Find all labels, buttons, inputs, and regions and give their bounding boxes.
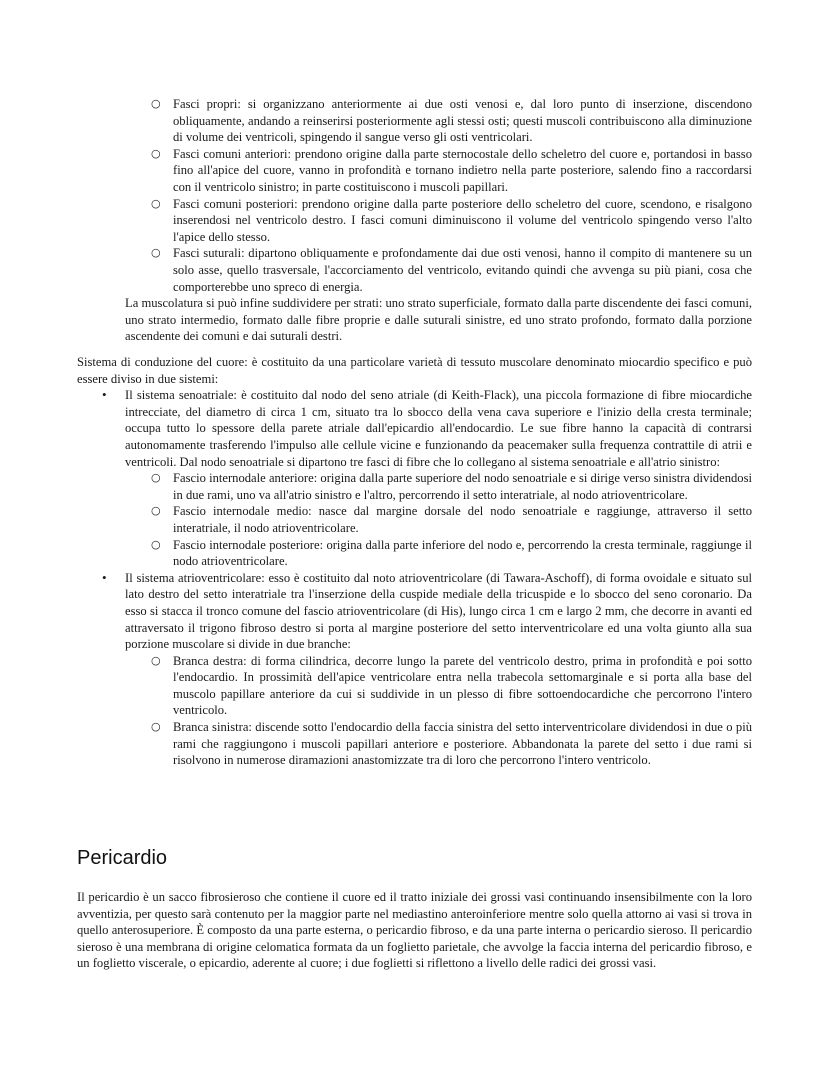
conduction-section — [0, 354, 828, 769]
list-item-sa: • Il sistema senoatriale: è costituito dal nodo del seno atriale (di Keith-Flack), una piccola formazione di fibre miocardiche intrecciate, del diametro di circa 1 cm, situato tra lo sbocco della vena cava superiore e l'inizio della cresta terminale; occupa tutto lo spessore della parete atriale dall'epicardio all'endocardio. Le sue fibre hanno la capacità di contrarsi autonomamente trasferendo l'impulso alle cellule vicine e funzionando da peacemaker sulla frequenza contrattile di atrii e ventricoli. Dal nodo senoatriale si dipartono tre fasci di fibre che lo collegano al sistema senoatriale e all'atrio sinistro: ○ Fascio internodale anteriore: origina dalla parte superiore del nodo senoatriale e si dirige verso sinistra dividendosi in due rami, uno va all'atrio sinistro e l'altro, percorrendo il setto interatriale, al nodo atrioventricolare. ○ Fascio internodale medio: nasce dal margine dorsale del nodo senoatriale e raggiunge, attraverso il setto interatriale, il nodo atrioventricolare. ○ Fascio internodale posteriore: origina dalla parte inferiore del nodo e, percorrendo la cresta terminale, raggiunge il nodo atrioventricolare. — [102, 387, 752, 569]
circle-bullet-icon: ○ — [151, 720, 161, 734]
circle-bullet-icon: ○ — [151, 97, 161, 110]
list-item-av: • Il sistema atrioventricolare: esso è costituito dal noto atrioventricolare (di Tawara-Aschoff), di forma ovoidale e situato sul lato destro del setto interatriale tra l'inserzione della cuspide mediale della tricuspide e lo sbocco del seno coronario. Da esso si stacca il tronco comune del fascio atrioventricolare (di His), lungo circa 1 cm e largo 2 mm, che decorre in avanti ed attraversato il trigono fibroso destro si porta al margine posteriore del setto interventricolare ed una volta giunto alla sua porzione muscolare si divide in due branche: ○ Branca destra: di forma cilindrica, decorre lungo la parete del ventricolo destro, prima in profondità e poi sotto l'endocardio. In prossimità dell'apice ventricolare entra nella trabecola settomarginale e si porta alla base del muscolo papillare anteriore da cui si suddivide in un plesso di fibre sottoendocardiche che percorrono l'intero ventricolo. ○ Branca sinistra: discende sotto l'endocardio della faccia sinistra del setto interventricolare dividendosi in due o più rami che raggiungono i muscoli papillari anteriore e posteriore. Abbandonata la parete del setto i due rami si risolvono in numerose diramazioni anastomizzate tra di loro che percorrono l'intero ventricolo. — [102, 569, 752, 768]
list-item: ○ Fasci comuni posteriori: prendono origine dalla parte posteriore dello scheletro del cuore, scendono, e risalgono inserendosi nel ventricolo destro. I fasci comuni diminuiscono il volume del ventricolo spingendo verso l'alto l'apice dello stesso. — [151, 196, 752, 244]
circle-bullet-icon: ○ — [151, 196, 161, 210]
list-item: ○ Branca destra: di forma cilindrica, decorre lungo la parete del ventricolo destro, prima in profondità e poi sotto l'endocardio. In prossimità dell'apice ventricolare entra nella trabecola settomarginale e si porta alla base del muscolo papillare anteriore da cui si suddivide in un plesso di fibre sottoendocardiche che percorrono l'intero ventricolo. — [151, 653, 752, 718]
list-item: ○ Fasci propri: si organizzano anteriormente ai due osti venosi e, dal loro punto di inserzione, discendono obliquamente, andando a reinserirsi posteriormente agli stessi osti; questi muscoli contribuiscono alla diminuzione di volume dei ventricoli, spingendo il sangue verso gli osti ventricolari. — [151, 97, 752, 145]
circle-bullet-icon: ○ — [151, 471, 161, 485]
bullet-icon: • — [102, 569, 107, 585]
circle-bullet-icon: ○ — [151, 246, 161, 260]
list-item: ○ Branca sinistra: discende sotto l'endocardio della faccia sinistra del setto interventricolare dividendosi in due o più rami che raggiungono i muscoli papillari anteriore e posteriore. Abbandonata la parete del setto i due rami si risolvono in numerose diramazioni anastomizzate tra di loro che percorrono l'intero ventricolo. — [151, 720, 752, 768]
list-item: ○ Fasci comuni anteriori: prendono origine dalla parte sternocostale dello scheletro del cuore e, portandosi in basso fino all'apice del cuore, vanno in profondità e tornano indietro nella parte posteriore, salendo fino a raccordarsi con il ventricolo sinistro; in parte costituiscono i muscoli papillari. — [151, 146, 752, 194]
fiber-list — [151, 96, 752, 295]
list-item: ○ Fascio internodale medio: nasce dal margine dorsale del nodo senoatriale e raggiunge, attraverso il setto interatriale, il nodo atrioventricolare. — [151, 504, 752, 535]
list-item: ○ Fasci suturali: dipartono obliquamente e profondamente dai due osti venosi, hanno il compito di mantenere su un solo asse, quello trasversale, l'accorciamento del ventricolo, evitando quindi che avvenga su più piani, cosa che comporterebbe uno spreco di energia. — [151, 246, 752, 294]
muscle-fibers-section — [0, 96, 828, 345]
strata-paragraph: La muscolatura si può infine suddividere per strati: uno strato superficiale, formato dalla parte discendente dei fasci comuni, uno strato intermedio, formato dalle fibre proprie e dalle suturali sinistre, ed uno strato profondo, formato dalla porzione ascendente dei comuni e dai suturali destri. — [125, 296, 752, 344]
pericardio-paragraph: Il pericardio è un sacco fibrosieroso che contiene il cuore ed il tratto iniziale dei grossi vasi continuando insensibilmente con la loro avventizia, per questo sarà contenuto per la maggior parte nel mediastino anteroinferiore mentre solo quella attorno ai vasi si trova in quello anterosuperiore. È composto da una parte esterna, o pericardio fibroso, e da una parte interna o pericardio sieroso. Il pericardio sieroso è una membrana di origine celomatica formata da un foglietto parietale, che avvolge la faccia interna del pericardio fibroso, e un foglietto viscerale, o epicardio, aderente al cuore; i due foglietti si riflettono a livello delle radici dei grossi vasi. — [77, 890, 752, 971]
list-item: ○ Fascio internodale anteriore: origina dalla parte superiore del nodo senoatriale e si dirige verso sinistra dividendosi in due rami, uno va all'atrio sinistro e l'altro, percorrendo il setto interatriale, al nodo atrioventricolare. — [151, 471, 752, 502]
list-item: ○ Fascio internodale posteriore: origina dalla parte inferiore del nodo e, percorrendo la cresta terminale, raggiunge il nodo atrioventricolare. — [151, 537, 752, 569]
circle-bullet-icon: ○ — [151, 146, 161, 160]
section-heading: Pericardio — [77, 847, 168, 869]
bullet-icon: • — [102, 387, 107, 403]
conduction-list — [102, 387, 752, 769]
circle-bullet-icon: ○ — [151, 504, 161, 518]
conduction-intro: Sistema di conduzione del cuore: è costituito da una particolare varietà di tessuto muscolare denominato miocardio specifico e può essere diviso in due sistemi: — [77, 355, 752, 386]
pericardio-section — [0, 889, 828, 972]
circle-bullet-icon: ○ — [151, 653, 161, 667]
circle-bullet-icon: ○ — [151, 537, 161, 551]
